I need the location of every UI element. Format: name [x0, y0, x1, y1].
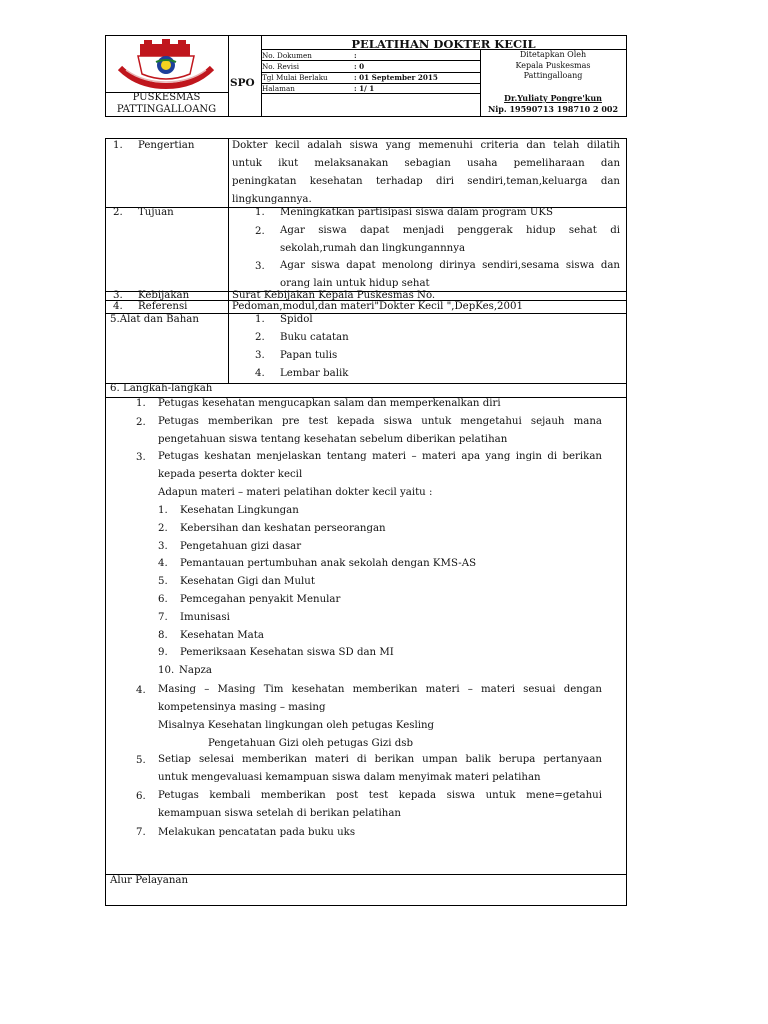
tujuan-item: [280, 257, 620, 293]
tujuan-item-number: 1.: [255, 207, 265, 218]
step-line: kompetensinya masing – masing: [158, 702, 326, 713]
pengertian-line: peningkatan kesehatan terhadap diri sendiri,teman,keluarga dan: [232, 176, 620, 187]
materi-number: 7.: [158, 611, 168, 623]
pengertian-text: [232, 137, 620, 209]
step-text: Melakukan pencatatan pada buku uks: [158, 827, 356, 838]
doc-info-values: [354, 50, 438, 94]
step-number: 3.: [136, 452, 146, 463]
langkah-label: 6. Langkah-langkah: [110, 383, 213, 394]
approval-block: [480, 50, 626, 82]
materi-number: 10.: [158, 665, 175, 677]
alat-item-number: 4.: [255, 368, 265, 379]
step-line: untuk mengevaluasi kemampuan siswa dalam menyimak materi pelatihan: [158, 772, 541, 783]
kebijakan-label: Kebijakan: [138, 290, 190, 301]
materi-item: Kesehatan Mata: [180, 629, 264, 641]
step-number: 6.: [136, 791, 146, 802]
pengertian-number: 1.: [113, 140, 123, 151]
referensi-label: Referensi: [138, 301, 188, 312]
spo-label: SPO: [230, 77, 255, 89]
alur-pelayanan-label: Alur Pelayanan: [110, 875, 189, 886]
page-label: Halaman: [262, 84, 295, 93]
doc-number-label: No. Dokumen: [262, 51, 312, 60]
logo-caption: [106, 92, 227, 116]
materi-item: Pemeriksaan Kesehatan siswa SD dan MI: [180, 647, 394, 659]
referensi-text: Pedoman,modul,dan materi"Dokter Kecil ",DepKes,2001: [232, 301, 523, 312]
logo-caption-line2: PATTINGALLOANG: [116, 104, 217, 115]
referensi-number: 4.: [113, 301, 123, 312]
step-number: 4.: [136, 685, 146, 696]
materi-number: 3.: [158, 540, 168, 552]
alat-item-number: 3.: [255, 350, 265, 361]
step-line: Petugas memberikan pre test kepada siswa untuk mengetahui sejauh mana: [158, 416, 602, 427]
materi-number: 4.: [158, 558, 168, 570]
step-line: Petugas kembali memberikan post test kepada siswa untuk mene=getahui: [158, 790, 602, 801]
alat-item-number: 1.: [255, 314, 265, 325]
materi-item: Kesehatan Gigi dan Mulut: [180, 576, 315, 588]
revision-label: No. Revisi: [262, 62, 300, 71]
step-line: Setiap selesai memberikan materi di berikan umpan balik berupa pertanyaan: [158, 754, 602, 765]
materi-item: Kesehatan Lingkungan: [180, 505, 299, 516]
materi-item: Imunisasi: [180, 611, 230, 623]
materi-number: 1.: [158, 505, 168, 516]
materi-item: Napza: [179, 665, 212, 677]
step-number: 5.: [136, 755, 146, 766]
step-text: [158, 787, 602, 823]
alat-item: Buku catatan: [280, 332, 349, 343]
document-title: PELATIHAN DOKTER KECIL: [351, 37, 536, 51]
tujuan-item-number: 2.: [255, 226, 265, 237]
alat-item-number: 2.: [255, 332, 265, 343]
step-text: [158, 413, 602, 449]
tujuan-item-number: 3.: [255, 261, 265, 272]
materi-number: 2.: [158, 522, 168, 534]
approval-line3: Pattingalloang: [523, 71, 583, 80]
materi-item: Pengetahuan gizi dasar: [180, 540, 302, 552]
page-value: : 1/ 1: [354, 84, 375, 93]
revision-value: : 0: [354, 62, 365, 71]
pengertian-line: Dokter kecil adalah siswa yang memenuhi criteria dan telah dilatih: [232, 140, 620, 151]
tujuan-item-line: Agar siswa dapat menolong dirinya sendiri,sesama siswa dan: [280, 260, 620, 271]
signer-nip: Nip. 19590713 198710 2 002: [487, 104, 619, 114]
materi-intro: Adapun materi – materi pelatihan dokter kecil yaitu :: [158, 487, 433, 498]
step-line: pengetahuan siswa tentang kesehatan sebelum diberikan pelatihan: [158, 434, 508, 445]
materi-item: Kebersihan dan keshatan perseorangan: [180, 522, 386, 534]
approval-line1: Ditetapkan Oleh: [519, 50, 587, 59]
tujuan-item: Meningkatkan partisipasi siswa dalam program UKS: [280, 207, 554, 218]
step-text: [158, 751, 602, 787]
pengertian-line: lingkungannya.: [232, 194, 312, 205]
step-line: kemampuan siswa setelah di berikan pelatihan: [158, 808, 401, 819]
materi-number: 6.: [158, 593, 168, 605]
alat-label: 5.Alat dan Bahan: [110, 314, 199, 325]
step-line: Petugas keshatan menjelaskan tentang materi – materi apa yang ingin di berikan: [158, 451, 602, 462]
pengertian-line: untuk ikut melaksanakan sebagian usaha pemeliharaan dan: [232, 158, 620, 169]
materi-number: 8.: [158, 629, 168, 641]
tujuan-item-line: orang lain untuk hidup sehat: [280, 278, 430, 289]
materi-item: Pemantauan pertumbuhan anak sekolah dengan KMS-AS: [180, 558, 477, 570]
step-line: Masing – Masing Tim kesehatan memberikan materi – materi sesuai dengan: [158, 684, 602, 695]
materi-number: 9.: [158, 647, 168, 659]
tujuan-label: Tujuan: [138, 207, 174, 218]
puskesmas-logo: [118, 38, 214, 90]
materi-list: [180, 502, 600, 680]
alat-item: Lembar balik: [280, 368, 349, 379]
step-number: 2.: [136, 417, 146, 428]
effective-date-label: Tgl Mulai Berlaku: [262, 73, 328, 82]
kebijakan-number: 3.: [113, 290, 123, 301]
tujuan-item-line: Agar siswa dapat menjadi penggerak hidup sehat di: [280, 225, 620, 236]
logo-caption-line1: PUSKESMAS: [132, 92, 201, 103]
step-number: 1.: [136, 398, 146, 409]
tujuan-item-line: sekolah,rumah dan lingkungannnya: [280, 243, 466, 254]
step-text: [158, 448, 602, 502]
step-example: Pengetahuan Gizi oleh petugas Gizi dsb: [208, 738, 413, 749]
step-text: Petugas kesehatan mengucapkan salam dan memperkenalkan diri: [158, 398, 501, 409]
step-number: 7.: [136, 827, 146, 838]
alat-item: Spidol: [280, 314, 313, 325]
step-line: kepada peserta dokter kecil: [158, 469, 303, 480]
tujuan-number: 2.: [113, 207, 123, 218]
approval-line2: Kepala Puskesmas: [515, 60, 591, 70]
doc-info-labels: [262, 50, 328, 94]
step-text: [158, 681, 602, 753]
tujuan-item: [280, 222, 620, 258]
kebijakan-text: Surat Kebijakan Kepala Puskesmas No.: [232, 290, 436, 301]
doc-number-value: :: [354, 51, 357, 60]
materi-number: 5.: [158, 576, 168, 588]
materi-item: Pemcegahan penyakit Menular: [180, 593, 341, 605]
signer-name: Dr.Yuliaty Pongre'kun: [504, 93, 602, 103]
effective-date-value: : 01 September 2015: [354, 73, 438, 82]
step-example: Misalnya Kesehatan lingkungan oleh petugas Kesling: [158, 720, 435, 731]
alat-item: Papan tulis: [280, 350, 338, 361]
pengertian-label: Pengertian: [138, 140, 195, 151]
